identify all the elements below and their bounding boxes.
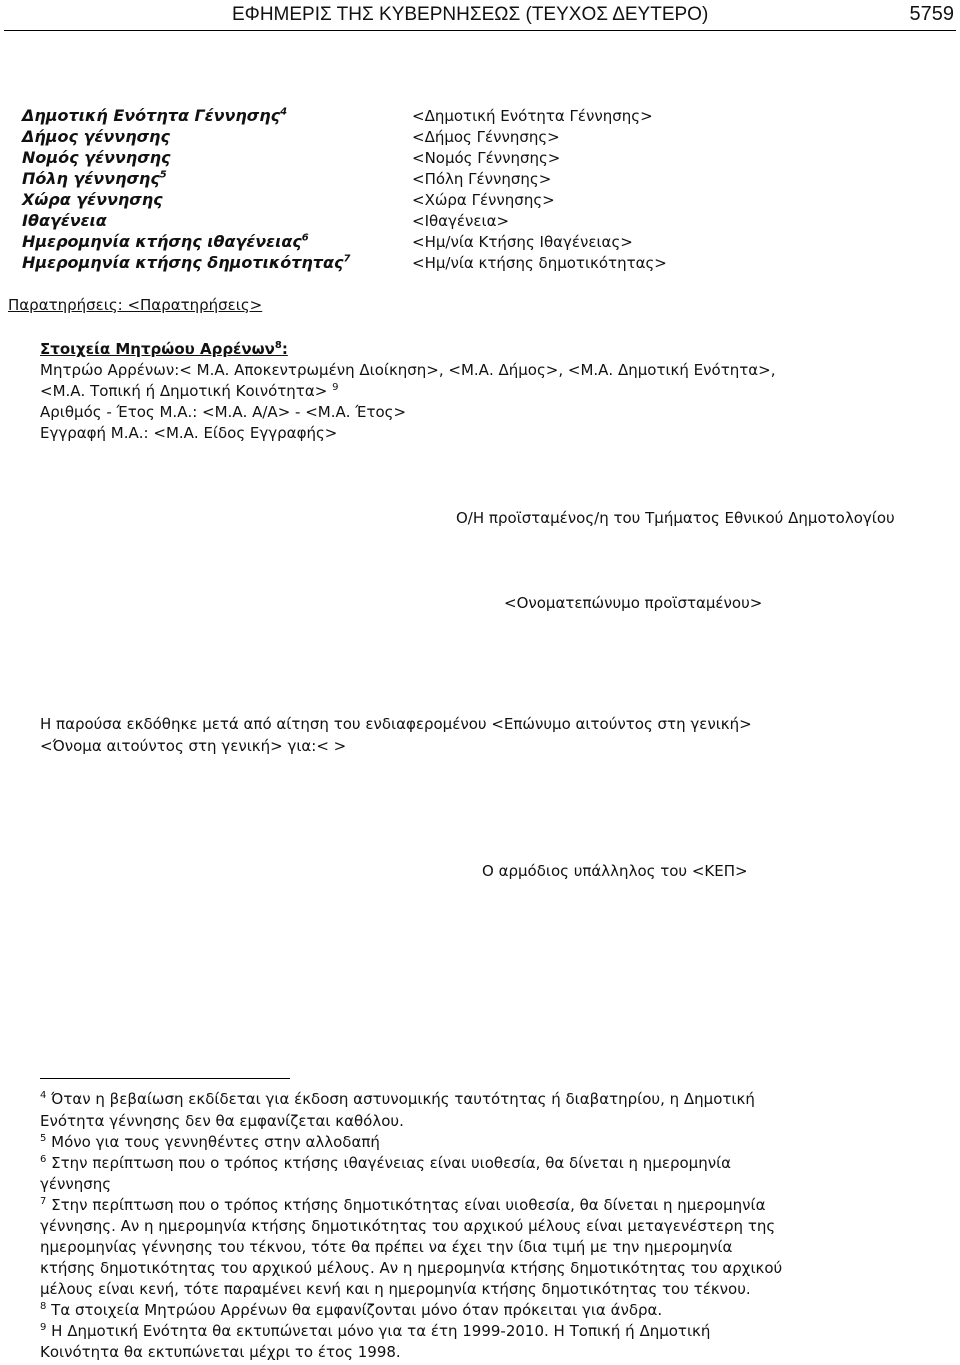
footnote-line: Ενότητα γέννησης δεν θα εμφανίζεται καθόλου.	[40, 1112, 404, 1130]
footnote-line: ημερομηνίας γέννησης του τέκνου, τότε θα πρέπει να έχει την ίδια τιμή με την ημερομηνία	[40, 1238, 733, 1256]
registry-line-2: <Μ.Α. Τοπική ή Δημοτική Κοινότητα> $^9$	[40, 382, 339, 400]
field-label-city: Πόλη γέννησης$^5$	[22, 169, 167, 188]
field-value-municipal-unit: <Δημοτική Ενότητα Γέννησης>	[412, 107, 653, 125]
footnote-line: γέννησης. Αν η ημερομηνία κτήσης δημοτικότητας του αρχικού μέλους είναι μεταγενέστερη της	[40, 1217, 776, 1235]
remarks: Παρατηρήσεις: <Παρατηρήσεις>	[8, 296, 263, 314]
page-header-title: ΕΦΗΜΕΡΙΣ ΤΗΣ ΚΥΒΕΡΝΗΣΕΩΣ (ΤΕΥΧΟΣ ΔΕΥΤΕΡΟ)	[232, 4, 709, 25]
field-label-municipality: Δήμος γέννησης	[22, 127, 170, 146]
issued-line-1: Η παρούσα εκδόθηκε μετά από αίτηση του ενδιαφερομένου <Επώνυμο αιτούντος στη γενική>	[40, 715, 752, 733]
field-label-country: Χώρα γέννησης	[22, 190, 163, 209]
field-value-citizenship-date: <Ημ/νία Κτήσης Ιθαγένειας>	[412, 233, 633, 251]
footnote-line: κτήσης δημοτικότητας του αρχικού μέλους. Αν η ημερομηνία κτήσης δημοτικότητας του αρχικού	[40, 1259, 783, 1277]
footnote-line: γέννησης	[40, 1175, 112, 1193]
field-label-municipal-unit: Δημοτική Ενότητα Γέννησης$^4$	[22, 106, 288, 125]
field-label-prefecture: Νομός γέννησης	[22, 148, 171, 167]
registry-title: Στοιχεία Μητρώου Αρρένων$^8$:	[40, 340, 288, 358]
registry-line-4: Εγγραφή Μ.Α.: <Μ.Α. Είδος Εγγραφής>	[40, 424, 338, 442]
field-value-municipality-date: <Ημ/νία κτήσης δημοτικότητας>	[412, 254, 667, 272]
field-label-citizenship: Ιθαγένεια	[22, 211, 107, 230]
head-name: <Ονοματεπώνυμο προϊσταμένου>	[504, 594, 763, 612]
footnote-line: $^6$ Στην περίπτωση που ο τρόπος κτήσης ιθαγένειας είναι υιοθεσία, θα δίνεται η ημερομηνία	[40, 1154, 732, 1172]
footnote-line: $^8$ Τα στοιχεία Μητρώου Αρρένων θα εμφανίζονται μόνο όταν πρόκειται για άνδρα.	[40, 1301, 663, 1319]
footnote-line: $^5$ Μόνο για τους γεννηθέντες στην αλλοδαπή	[40, 1133, 380, 1151]
registry-line-3: Αριθμός - Έτος Μ.Α.: <Μ.Α. Α/Α> - <Μ.Α. Έτος>	[40, 403, 407, 421]
head-of-department: Ο/Η προϊσταμένος/η του Τμήματος Εθνικού Δημοτολογίου	[456, 509, 895, 527]
header-divider	[4, 30, 956, 31]
page-number: 5759	[909, 3, 954, 25]
field-label-municipality-date: Ημερομηνία κτήσης δημοτικότητας$^7$	[22, 253, 351, 272]
officer-signature: Ο αρμόδιος υπάλληλος του <ΚΕΠ>	[482, 862, 748, 880]
footnote-line: μέλους είναι κενή, τότε παραμένει κενή και η ημερομηνία κτήσης δημοτικότητας του τέκνου.	[40, 1280, 751, 1298]
field-value-country: <Χώρα Γέννησης>	[412, 191, 555, 209]
footnote-line: $^7$ Στην περίπτωση που ο τρόπος κτήσης δημοτικότητας είναι υιοθεσία, θα δίνεται η ημερομηνία	[40, 1196, 766, 1214]
field-value-municipality: <Δήμος Γέννησης>	[412, 128, 560, 146]
issued-line-2: <Όνομα αιτούντος στη γενική> για:< >	[40, 737, 347, 755]
footnote-line: Κοινότητα θα εκτυπώνεται μέχρι το έτος 1998.	[40, 1343, 401, 1361]
footnote-line: $^9$ Η Δημοτική Ενότητα θα εκτυπώνεται μόνο για τα έτη 1999-2010. Η Τοπική ή Δημοτική	[40, 1322, 711, 1340]
field-value-prefecture: <Νομός Γέννησης>	[412, 149, 561, 167]
footnote-divider	[40, 1078, 290, 1079]
footnote-line: $^4$ Όταν η βεβαίωση εκδίδεται για έκδοση αστυνομικής ταυτότητας ή διαβατηρίου, η Δημοτική	[40, 1090, 755, 1108]
field-value-citizenship: <Ιθαγένεια>	[412, 212, 510, 230]
registry-line-1: Μητρώο Αρρένων:< Μ.Α. Αποκεντρωμένη Διοίκηση>, <Μ.Α. Δήμος>, <Μ.Α. Δημοτική Ενότητα>,	[40, 361, 776, 379]
field-label-citizenship-date: Ημερομηνία κτήσης ιθαγένειας$^6$	[22, 232, 309, 251]
field-value-city: <Πόλη Γέννησης>	[412, 170, 552, 188]
